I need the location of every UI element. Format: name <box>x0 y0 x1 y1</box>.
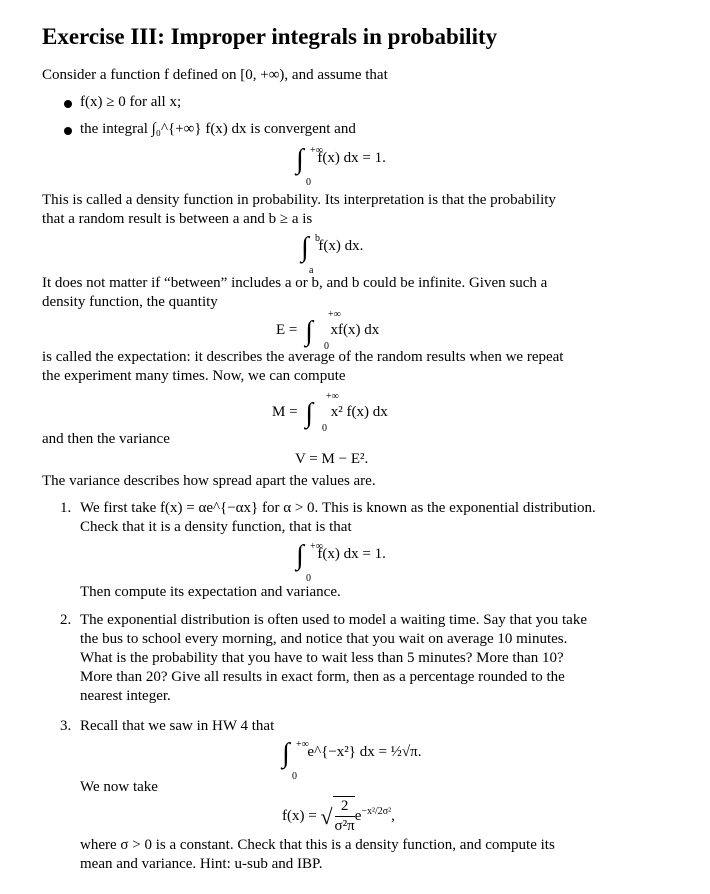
bullet-icon <box>64 127 72 135</box>
item-3-equation-2-lhs: f(x) = <box>282 808 317 824</box>
sqrt-sign-icon: √ <box>320 804 333 829</box>
upper-limit-b: b <box>315 233 320 244</box>
item-3-equation-2 <box>282 796 395 836</box>
item-3-line-1: Recall that we saw in HW 4 that <box>80 718 275 734</box>
equation-expectation <box>276 309 380 352</box>
fraction <box>335 797 355 836</box>
fraction-numerator: 2 <box>335 797 355 817</box>
item-number-3: 3. <box>60 718 72 734</box>
condition-1: f(x) ≥ 0 for all x; <box>80 94 182 110</box>
integral-sign: ∫ <box>282 738 290 769</box>
upper-limit: +∞ <box>326 391 339 402</box>
paragraph-density-1: This is called a density function in probability. Its interpretation is that the probability <box>42 192 556 208</box>
page-title: Exercise III: Improper integrals in probability <box>42 24 498 49</box>
lower-limit: 0 <box>292 771 297 782</box>
paragraph-density-2: that a random result is between a and b ≥ a is <box>42 211 313 227</box>
item-3-line-3: where σ > 0 is a constant. Check that this is a density function, and compute its <box>80 837 555 853</box>
paragraph-expectation-2: the experiment many times. Now, we can compute <box>42 368 346 384</box>
lower-limit: 0 <box>322 423 327 434</box>
item-2-line-3: What is the probability that you have to wait less than 5 minutes? More than 10? <box>80 650 564 666</box>
paragraph-spread: The variance describes how spread apart the values are. <box>42 473 376 489</box>
item-1-line-1: We first take f(x) = αe^{−αx} for α > 0. This is known as the exponential distribution. <box>80 500 596 516</box>
bullet-icon <box>64 100 72 108</box>
item-1-equation-text: f(x) dx = 1. <box>317 546 386 562</box>
integral-sign: ∫ <box>301 232 309 263</box>
item-2-line-5: nearest integer. <box>80 688 171 704</box>
equation-expectation-body: xf(x) dx <box>330 322 380 338</box>
upper-limit: +∞ <box>310 541 323 552</box>
sqrt-body <box>333 796 355 836</box>
item-number-1: 1. <box>60 500 72 516</box>
upper-limit: +∞ <box>328 309 341 320</box>
lower-limit: 0 <box>306 573 311 584</box>
integral-sign: ∫ <box>296 540 304 571</box>
equation-probability <box>301 232 364 276</box>
fraction-denominator: σ²π <box>334 818 355 834</box>
item-number-2: 2. <box>60 612 72 628</box>
exponential-e: $e^{-x^2/2\sigma^2}$, <box>354 806 395 824</box>
item-3-equation-1 <box>282 738 422 782</box>
equation-density <box>296 144 386 188</box>
equation-m-body: x² f(x) dx <box>330 404 388 420</box>
condition-2: the integral ∫₀^{+∞} f(x) dx is convergent and <box>80 121 356 137</box>
item-2-line-2: the bus to school every morning, and notice that you wait on average 10 minutes. <box>80 631 568 647</box>
equation-density-text: f(x) dx = 1. <box>317 150 386 166</box>
integral-sign: ∫ <box>296 144 304 175</box>
item-1-line-2: Check that it is a density function, that is that <box>80 519 352 535</box>
item-1-line-3: Then compute its expectation and variance. <box>80 584 341 600</box>
item-3-line-4: mean and variance. Hint: u-sub and IBP. <box>80 856 323 872</box>
lower-limit: 0 <box>306 177 311 188</box>
item-1-equation <box>296 540 386 584</box>
item-3-line-2: We now take <box>80 779 158 795</box>
paragraph-between-2: density function, the quantity <box>42 294 218 310</box>
item-3-equation-1-text: e^{−x²} dx = ½√π. <box>307 744 422 760</box>
paragraph-between-1: It does not matter if “between” includes a or b, and b could be infinite. Given such a <box>42 275 548 291</box>
item-2-line-1: The exponential distribution is often used to model a waiting time. Say that you take <box>80 612 587 628</box>
intro-text: Consider a function f defined on [0, +∞), and assume that <box>42 67 388 83</box>
paragraph-expectation-1: is called the expectation: it describes the average of the random results when we repeat <box>42 349 564 365</box>
equation-probability-text: f(x) dx. <box>318 238 364 254</box>
equation-expectation-lhs: E = <box>276 322 298 338</box>
lower-limit-a: a <box>309 265 314 276</box>
paragraph-variance: and then the variance <box>42 431 170 447</box>
item-2-line-4: More than 20? Give all results in exact form, then as a percentage rounded to the <box>80 669 565 685</box>
lower-limit: 0 <box>324 341 329 352</box>
upper-limit: +∞ <box>296 739 309 750</box>
integral-sign: ∫ <box>305 398 313 429</box>
integral-sign: ∫ <box>305 316 313 347</box>
equation-variance: V = M − E². <box>295 451 369 467</box>
upper-limit: +∞ <box>310 145 323 156</box>
equation-second-moment <box>272 391 388 434</box>
equation-m-lhs: M = <box>272 404 298 420</box>
